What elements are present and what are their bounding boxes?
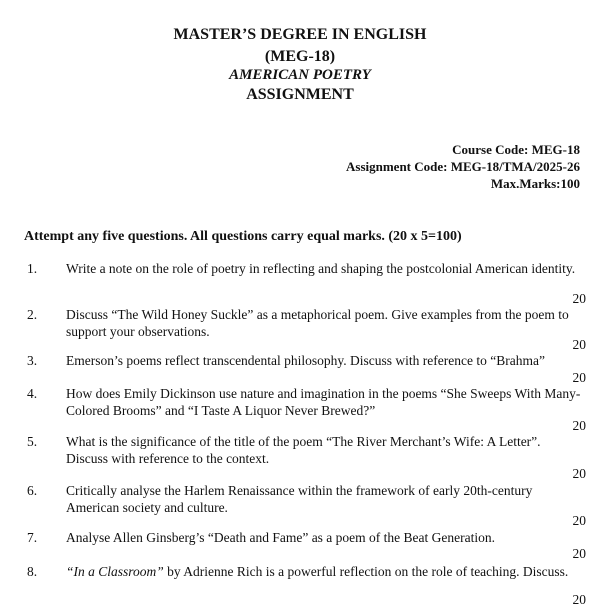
document-type: ASSIGNMENT: [246, 86, 354, 103]
question-marks: 20: [572, 418, 586, 433]
question-body: by Adrienne Rich is a powerful reflection on the role of teaching. Discuss.: [163, 564, 569, 579]
question-text: Discuss “The Wild Honey Suckle” as a metaphorical poem. Give examples from the poem to support your observations.: [66, 307, 569, 339]
question-number: 1.: [27, 261, 38, 276]
question-marks: 20: [572, 513, 586, 528]
question-text: [66, 563, 584, 580]
question-text: What is the significance of the title of the poem “The River Merchant’s Wife: A Letter”. Discuss with reference to the context.: [66, 434, 541, 466]
question-marks: 20: [572, 546, 586, 561]
question-marks: 20: [572, 466, 586, 481]
question-text: Analyse Allen Ginsberg’s “Death and Fame” as a poem of the Beat Generation.: [66, 530, 495, 545]
question-text: Critically analyse the Harlem Renaissance within the framework of early 20th-century American society and culture.: [66, 483, 533, 515]
question-number: 6.: [27, 483, 38, 498]
question-text: Write a note on the role of poetry in reflecting and shaping the postcolonial American identity.: [66, 261, 576, 276]
question-marks: 20: [572, 337, 586, 352]
question-number: 4.: [27, 386, 38, 401]
question-text: How does Emily Dickinson use nature and imagination in the poems “She Sweeps With Many-Colored Brooms” and “I Taste A Liquor Never Brewed?”: [66, 386, 581, 418]
course-code: Course Code: MEG-18: [452, 142, 580, 157]
question-number: 2.: [27, 307, 38, 322]
question-marks: 20: [572, 370, 586, 385]
question-text: Emerson’s poems reflect transcendental philosophy. Discuss with reference to “Brahma”: [66, 353, 545, 368]
question-number: 7.: [27, 530, 38, 545]
question-marks: 20: [572, 592, 586, 607]
code-block: [346, 141, 580, 192]
max-marks: Max.Marks:100: [490, 176, 580, 191]
instructions: Attempt any five questions. All questions carry equal marks. (20 x 5=100): [24, 229, 462, 244]
question-marks: 20: [572, 291, 586, 306]
degree-title: MASTER’S DEGREE IN ENGLISH: [173, 26, 427, 43]
course-name: AMERICAN POETRY: [229, 67, 371, 83]
question-number: 5.: [27, 434, 38, 449]
assignment-code: Assignment Code: MEG-18/TMA/2025-26: [346, 159, 580, 174]
question-number: 3.: [27, 353, 38, 368]
question-number: 8.: [27, 564, 38, 579]
course-code-title: (MEG-18): [264, 48, 336, 65]
poem-title: “In a Classroom”: [66, 564, 164, 579]
